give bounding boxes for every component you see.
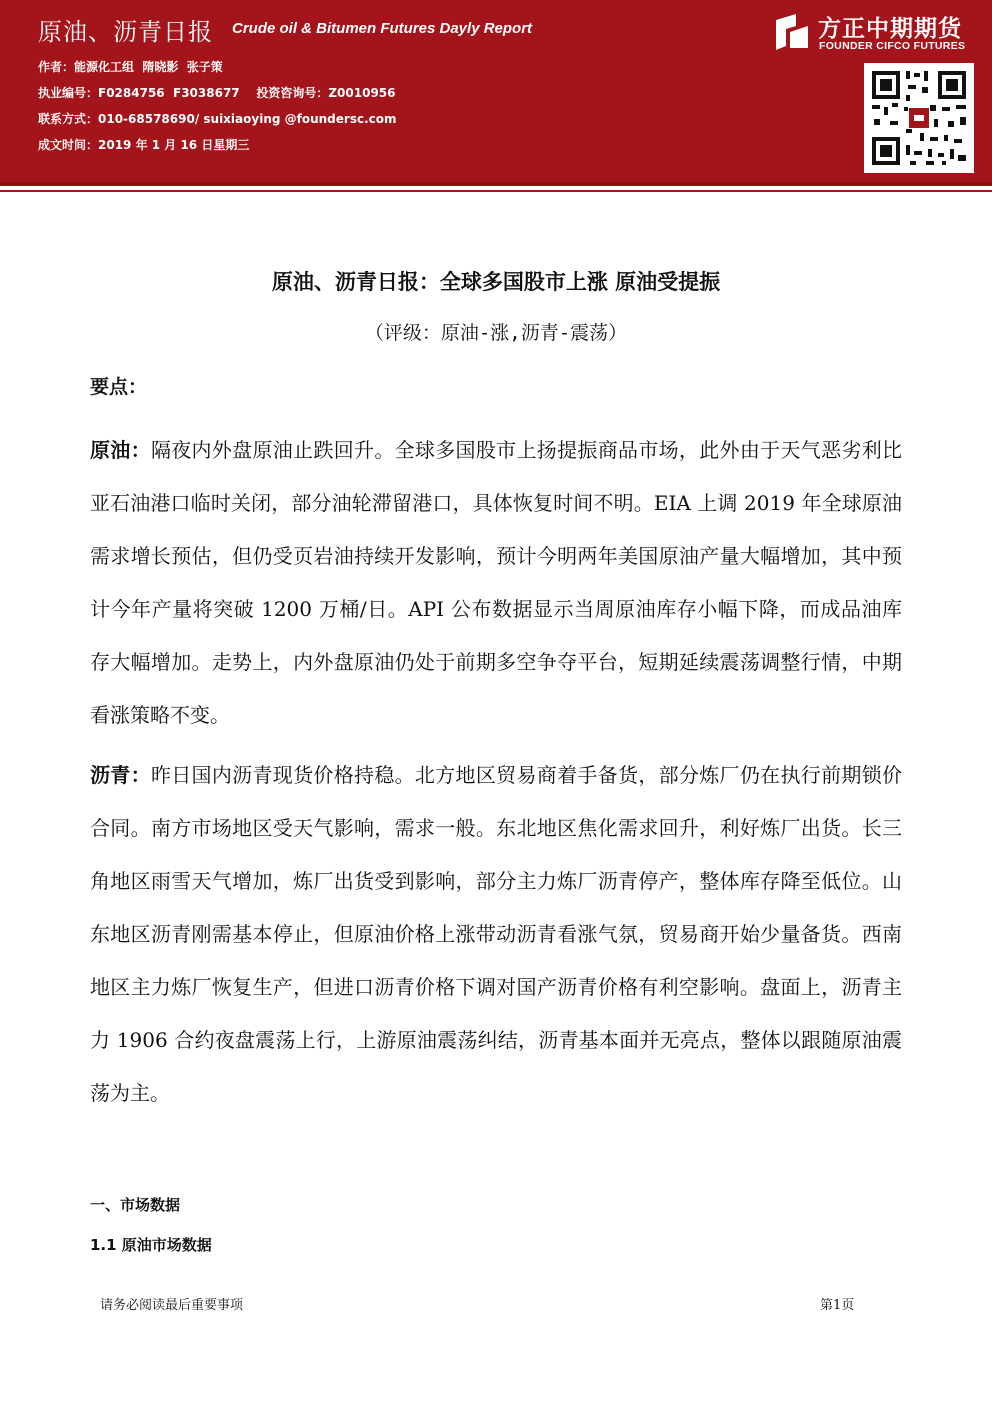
bitumen-paragraph	[90, 749, 902, 1120]
crude-oil-lead: 原油：	[90, 438, 151, 462]
brand-logo	[772, 8, 984, 58]
contact-line: 联系方式：010-68578690/ suixiaoying @foundersc.com	[38, 112, 397, 126]
header-rule-thin	[0, 190, 992, 192]
qr-code-icon	[864, 63, 974, 173]
license-line: 执业编号：F0284756 F3038677 投资咨询号：Z0010956	[38, 86, 396, 100]
founder-logo-icon	[772, 12, 812, 52]
section-heading-market-data: 一、市场数据	[90, 1196, 181, 1214]
report-title-en: Crude oil & Bitumen Futures Dayly Report	[232, 20, 533, 37]
document-title: 原油、沥青日报：全球多国股市上涨 原油受提振	[271, 270, 721, 294]
report-title-cn: 原油、沥青日报	[38, 18, 213, 46]
subsection-heading-crude-market: 1.1 原油市场数据	[90, 1236, 212, 1254]
crude-oil-paragraph	[90, 424, 902, 742]
footer-notice: 请务必阅读最后重要事项	[100, 1298, 244, 1313]
footer-page-number: 第1页	[820, 1298, 855, 1313]
bitumen-lead: 沥青：	[90, 763, 151, 787]
brand-name: 方正中期期货	[818, 16, 962, 42]
bitumen-text: 昨日国内沥青现货价格持稳。北方地区贸易商着手备货，部分炼厂仍在执行前期锁价合同。南方市场地区受天气影响，需求一般。东北地区焦化需求回升，利好炼厂出货。长三角地区雨雪天气增加，炼厂出货受到影响，部分主力炼厂沥青停产，整体库存降至低位。山东地区沥青刚需基本停止，但原油价格上涨带动沥青看涨气氛，贸易商开始少量备货。西南地区主力炼厂恢复生产，但进口沥青价格下调对国产沥青价格有利空影响。盘面上，沥青主力 1906 合约夜盘震荡上行，上游原油震荡纠结，沥青基本面并无亮点，整体以跟随原油震荡为主。	[90, 763, 903, 1105]
brand-subtitle: FOUNDER CIFCO FUTURES	[819, 40, 966, 52]
header-rule	[0, 182, 992, 186]
document-rating: （评级：原油-涨,沥青-震荡）	[364, 322, 628, 344]
report-header-banner	[0, 0, 992, 182]
date-line: 成文时间：2019 年 1 月 16 日星期三	[38, 138, 250, 152]
author-line: 作者：能源化工组 隋晓影 张子策	[38, 60, 223, 74]
crude-oil-text: 隔夜内外盘原油止跌回升。全球多国股市上扬提振商品市场，此外由于天气恶劣利比亚石油港口临时关闭，部分油轮滞留港口，具体恢复时间不明。EIA 上调 2019 年全球原油需求增长预估，但仍受页岩油持续开发影响，预计今明两年美国原油产量大幅增加，其中预计今年产量将突破 1200 万桶/日。API 公布数据显示当周原油库存小幅下降，而成品油库存大幅增加。走势上，内外盘原油仍处于前期多空争夺平台，短期延续震荡调整行情，中期看涨策略不变。	[90, 438, 903, 727]
keypoints-heading: 要点：	[90, 376, 148, 398]
